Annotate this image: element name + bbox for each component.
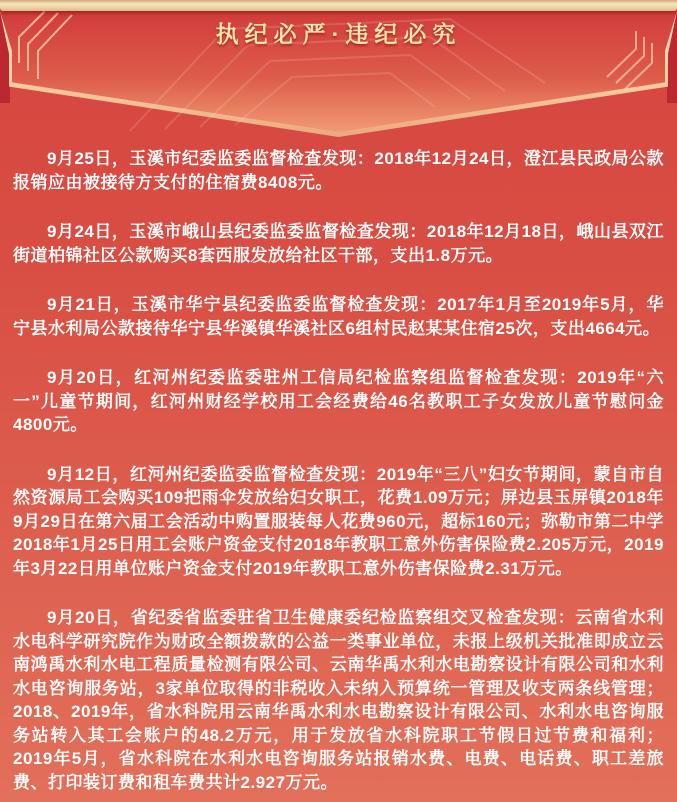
report-paragraph: 9月21日，玉溪市华宁县纪委监委监督检查发现：2017年1月至2019年5月，华宁县水利局公款接待华宁县华溪镇华溪社区6组村民赵某某住宿25次，支出4664元。 <box>13 295 664 338</box>
page-title: 执纪必严·违纪必究 <box>215 21 462 47</box>
report-paragraph: 9月20日，省纪委省监委驻省卫生健康委纪检监察组交叉检查发现：云南省水利水电科学研究院作为财政全额拨款的公益一类事业单位，未报上级机关批准即成立云南鸿禹水利水电工程质量检测有限公司、云南华禹水利水电勘察设计有限公司和水利水电咨询服务站，3家单位取得的非税收入未纳入预算统一管理及收支两条线管理；2018、2019年，省水科院用云南华禹水利水电勘察设计有限公司、水利水电咨询服务站转入其工会账户的48.2万元，用于发放省水科院职工节假日过节费和福利；2019年5月，省水科院在水利水电咨询服务站报销水费、电费、电话费、职工差旅费、打印装订费和租车费共计2.927万元。 <box>13 608 664 792</box>
report-paragraph: 9月25日，玉溪市纪委监委监督检查发现：2018年12月24日，澄江县民政局公款报销应由被接待方支付的住宿费8408元。 <box>13 149 664 192</box>
report-paragraph: 9月12日，红河州纪委监委监督检查发现：2019年“三八”妇女节期间，蒙自市自然资源局工会购买109把雨伞发放给妇女职工，花费1.09万元；屏边县玉屏镇2018年9月29日在第六届工会活动中购置服装每人花费960元，超标160元；弥勒市第二中学2018年1月25日用工会账户资金支付2018年教职工意外伤害保险费2.205万元，2019年3月22日用单位账户资金支付2019年教职工意外伤害保险费2.31万元。 <box>13 464 664 578</box>
report-paragraph: 9月24日，玉溪市峨山县纪委监委监督检查发现：2018年12月18日，峨山县双江街道柏锦社区公款购买8套西服发放给社区干部，支出1.8万元。 <box>13 222 664 265</box>
report-paragraph: 9月20日，红河州纪委监委驻州工信局纪检监察组监督检查发现：2019年“六一”儿童节期间，红河州财经学校用工会经费给46名教职工子女发放儿童节慰问金4800元。 <box>13 368 664 434</box>
